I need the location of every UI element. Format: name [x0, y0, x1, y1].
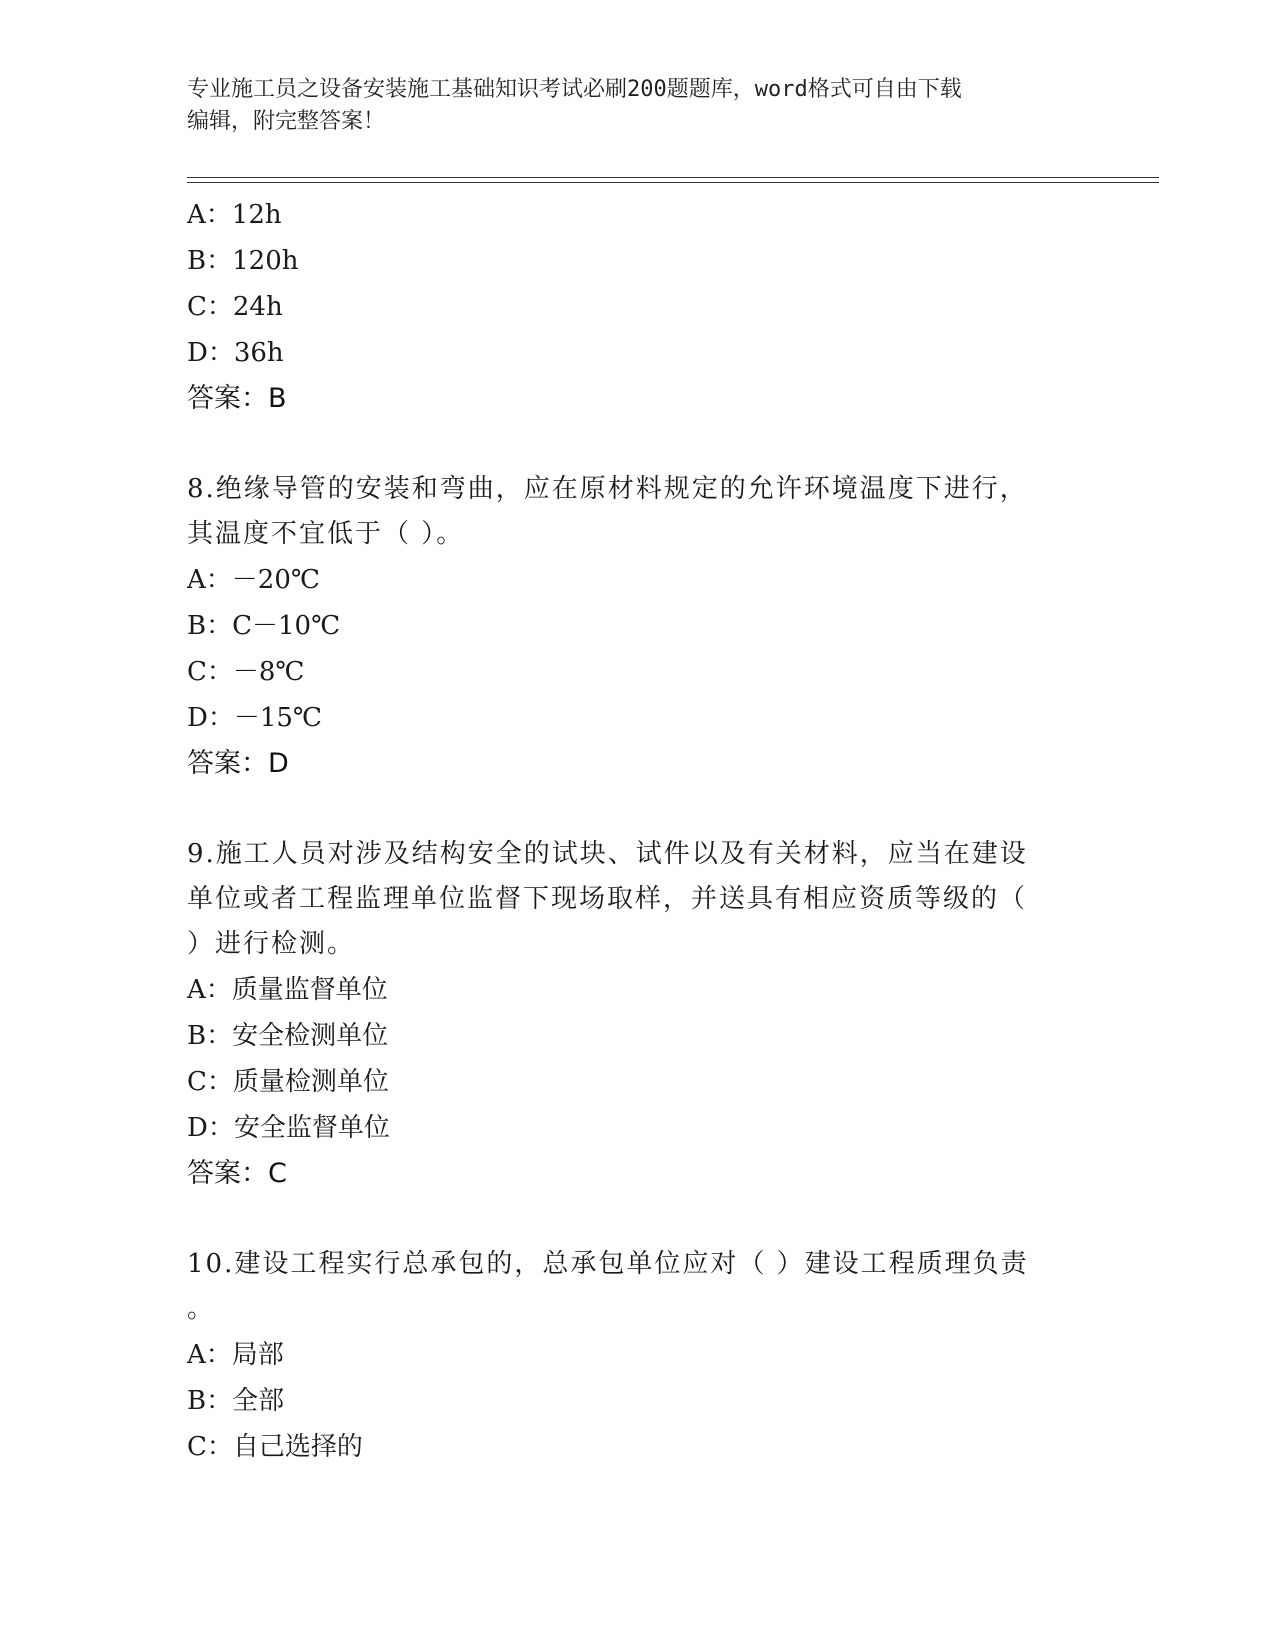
question-10-text — [187, 1242, 1067, 1332]
option-c: C：自己选择的 — [187, 1432, 363, 1462]
option-c: C：－8℃ — [187, 657, 305, 687]
question-9-options — [187, 967, 1087, 1151]
option-a: A：质量监督单位 — [187, 975, 388, 1005]
question-line: 10.建设工程实行总承包的，总承包单位应对（ ）建设工程质理负责 — [187, 1249, 1029, 1279]
option-c: C：24h — [187, 292, 283, 322]
option-a: A：－20℃ — [187, 565, 320, 595]
answer-7: 答案：B — [187, 383, 287, 414]
option-b: B：全部 — [187, 1386, 285, 1416]
option-a: A：12h — [187, 200, 282, 230]
option-d: D：36h — [187, 338, 284, 368]
option-a: A：局部 — [187, 1340, 284, 1370]
question-line: 。 — [187, 1294, 216, 1324]
document-header — [187, 74, 1067, 138]
option-d: D：安全监督单位 — [187, 1113, 390, 1143]
question-line: 8.绝缘导管的安装和弯曲，应在原材料规定的允许环境温度下进行， — [187, 474, 1028, 504]
header-divider-bottom — [187, 182, 1159, 183]
header-divider-top — [187, 177, 1159, 178]
question-7-options — [187, 192, 1087, 376]
option-c: C：质量检测单位 — [187, 1067, 389, 1097]
option-b: B：120h — [187, 246, 299, 276]
question-line: 9.施工人员对涉及结构安全的试块、试件以及有关材料，应当在建设 — [187, 839, 1028, 869]
header-line-2: 编辑，附完整答案！ — [187, 109, 386, 134]
question-10-options — [187, 1332, 1087, 1470]
header-line-1: 专业施工员之设备安装施工基础知识考试必刷200题题库，word格式可自由下载 — [187, 77, 962, 102]
question-line: 单位或者工程监理单位监督下现场取样，并送具有相应资质等级的（ — [187, 884, 1028, 914]
question-line: 其温度不宜低于（ ）。 — [187, 519, 465, 549]
option-b: B：安全检测单位 — [187, 1021, 389, 1051]
question-line: ）进行检测。 — [187, 929, 356, 959]
question-content — [187, 192, 1087, 1470]
question-8-options — [187, 557, 1087, 741]
option-b: B：C－10℃ — [187, 611, 341, 641]
option-d: D：－15℃ — [187, 703, 323, 733]
question-8-text — [187, 467, 1067, 557]
question-9-text — [187, 832, 1067, 967]
answer-9: 答案：C — [187, 1158, 287, 1189]
answer-8: 答案：D — [187, 748, 289, 779]
